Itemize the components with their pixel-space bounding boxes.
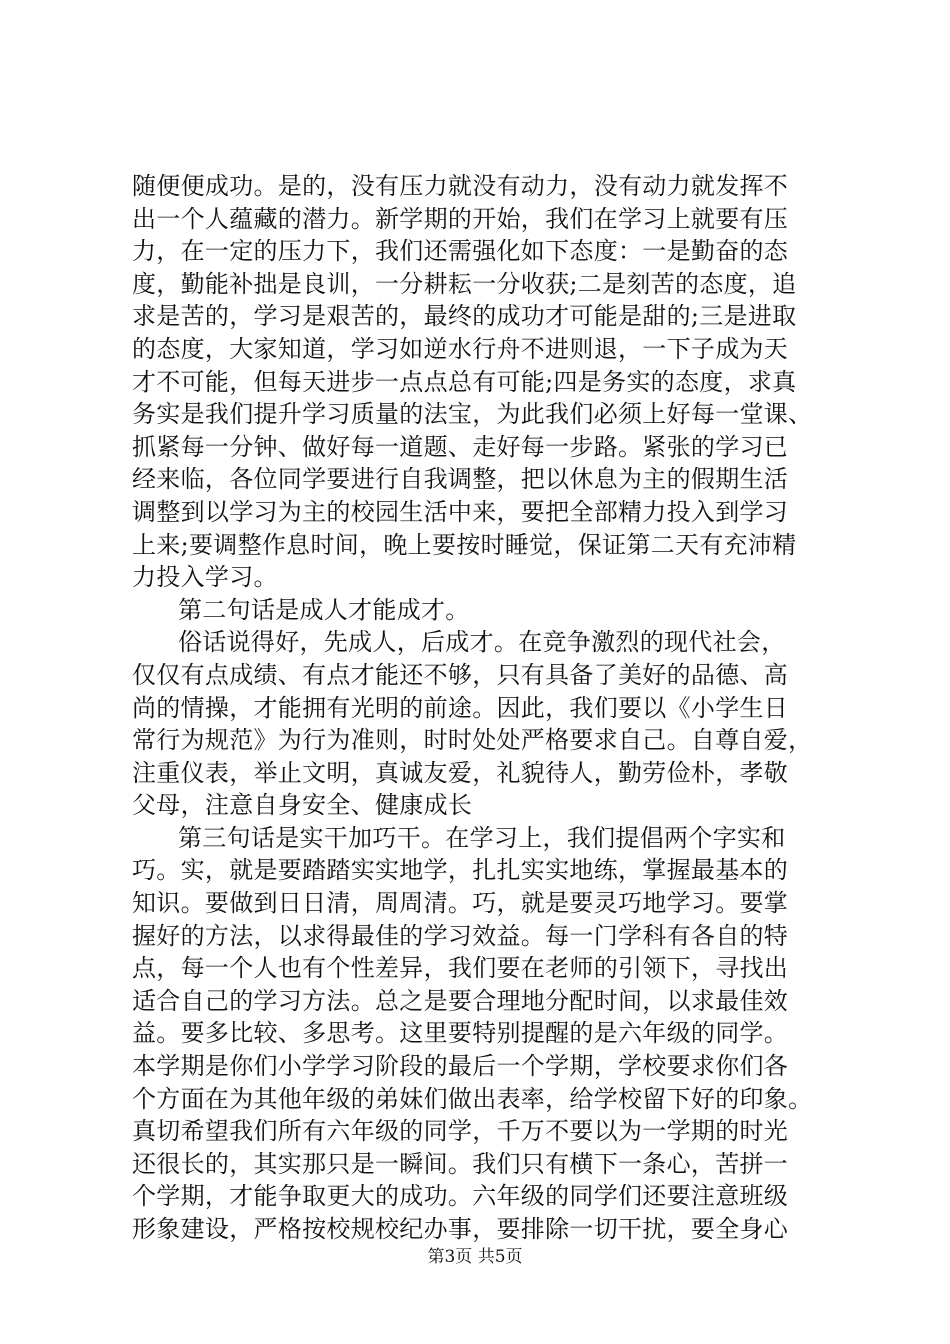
text-line: 真切希望我们所有六年级的同学，千万不要以为一学期的时光	[132, 1117, 789, 1146]
text-line: 注重仪表，举止文明，真诚友爱，礼貌待人，勤劳俭朴，孝敬	[132, 758, 789, 787]
text-line: 度，勤能补拙是良训，一分耕耘一分收获;二是刻苦的态度，追	[132, 269, 797, 298]
text-line: 父母，注意自身安全、健康成长	[132, 791, 473, 820]
text-line: 力，在一定的压力下，我们还需强化如下态度：一是勤奋的态	[132, 237, 789, 266]
text-line: 出一个人蕴藏的潜力。新学期的开始，我们在学习上就要有压	[132, 204, 789, 233]
text-line: 适合自己的学习方法。总之是要合理地分配时间，以求最佳效	[132, 986, 789, 1015]
text-line: 抓紧每一分钟、做好每一道题、走好每一步路。紧张的学习已	[132, 432, 789, 461]
text-line: 点，每一个人也有个性差异，我们要在老师的引领下，寻找出	[132, 954, 789, 983]
text-line: 的态度，大家知道，学习如逆水行舟不进则退，一下子成为天	[132, 334, 789, 363]
text-line: 调整到以学习为主的校园生活中来，要把全部精力投入到学习	[132, 497, 789, 526]
text-line: 知识。要做到日日清，周周清。巧，就是要灵巧地学习。要掌	[132, 889, 789, 918]
text-line: 第二句话是成人才能成才。	[178, 595, 470, 624]
text-line: 个方面在为其他年级的弟妹们做出表率，给学校留下好的印象。	[132, 1084, 813, 1113]
text-line: 常行为规范》为行为准则，时时处处严格要求自己。自尊自爱，	[132, 726, 813, 755]
text-line: 才不可能，但每天进步一点点总有可能;四是务实的态度，求真	[132, 367, 797, 396]
text-line: 求是苦的，学习是艰苦的，最终的成功才可能是甜的;三是进取	[132, 302, 797, 331]
text-line: 俗话说得好，先成人，后成才。在竞争激烈的现代社会，	[178, 628, 786, 657]
text-line: 巧。实，就是要踏踏实实地学，扎扎实实地练，掌握最基本的	[132, 856, 789, 885]
text-line: 个学期，才能争取更大的成功。六年级的同学们还要注意班级	[132, 1182, 789, 1211]
text-line: 力投入学习。	[132, 563, 278, 592]
text-line: 随便便成功。是的，没有压力就没有动力，没有动力就发挥不	[132, 172, 789, 200]
text-line: 握好的方法，以求得最佳的学习效益。每一门学科有各自的特	[132, 921, 789, 950]
text-line: 形象建设，严格按校规校纪办事，要排除一切干扰，要全身心	[132, 1215, 789, 1243]
text-line: 第三句话是实干加巧干。在学习上，我们提倡两个字实和	[178, 823, 786, 852]
page-footer: 第3页 共5页	[427, 1247, 523, 1267]
text-line: 上来;要调整作息时间，晚上要按时睡觉，保证第二天有充沛精	[132, 530, 797, 559]
text-line: 本学期是你们小学学习阶段的最后一个学期，学校要求你们各	[132, 1052, 789, 1081]
text-line: 经来临，各位同学要进行自我调整，把以休息为主的假期生活	[132, 465, 789, 494]
body-text	[132, 170, 832, 1246]
text-line: 益。要多比较、多思考。这里要特别提醒的是六年级的同学。	[132, 1019, 789, 1048]
text-line: 务实是我们提升学习质量的法宝，为此我们必须上好每一堂课、	[132, 400, 813, 429]
text-line: 尚的情操，才能拥有光明的前途。因此，我们要以《小学生日	[132, 693, 789, 722]
text-line: 仅仅有点成绩、有点才能还不够，只有具备了美好的品德、高	[132, 660, 789, 689]
text-line: 还很长的，其实那只是一瞬间。我们只有横下一条心，苦拼一	[132, 1149, 789, 1178]
